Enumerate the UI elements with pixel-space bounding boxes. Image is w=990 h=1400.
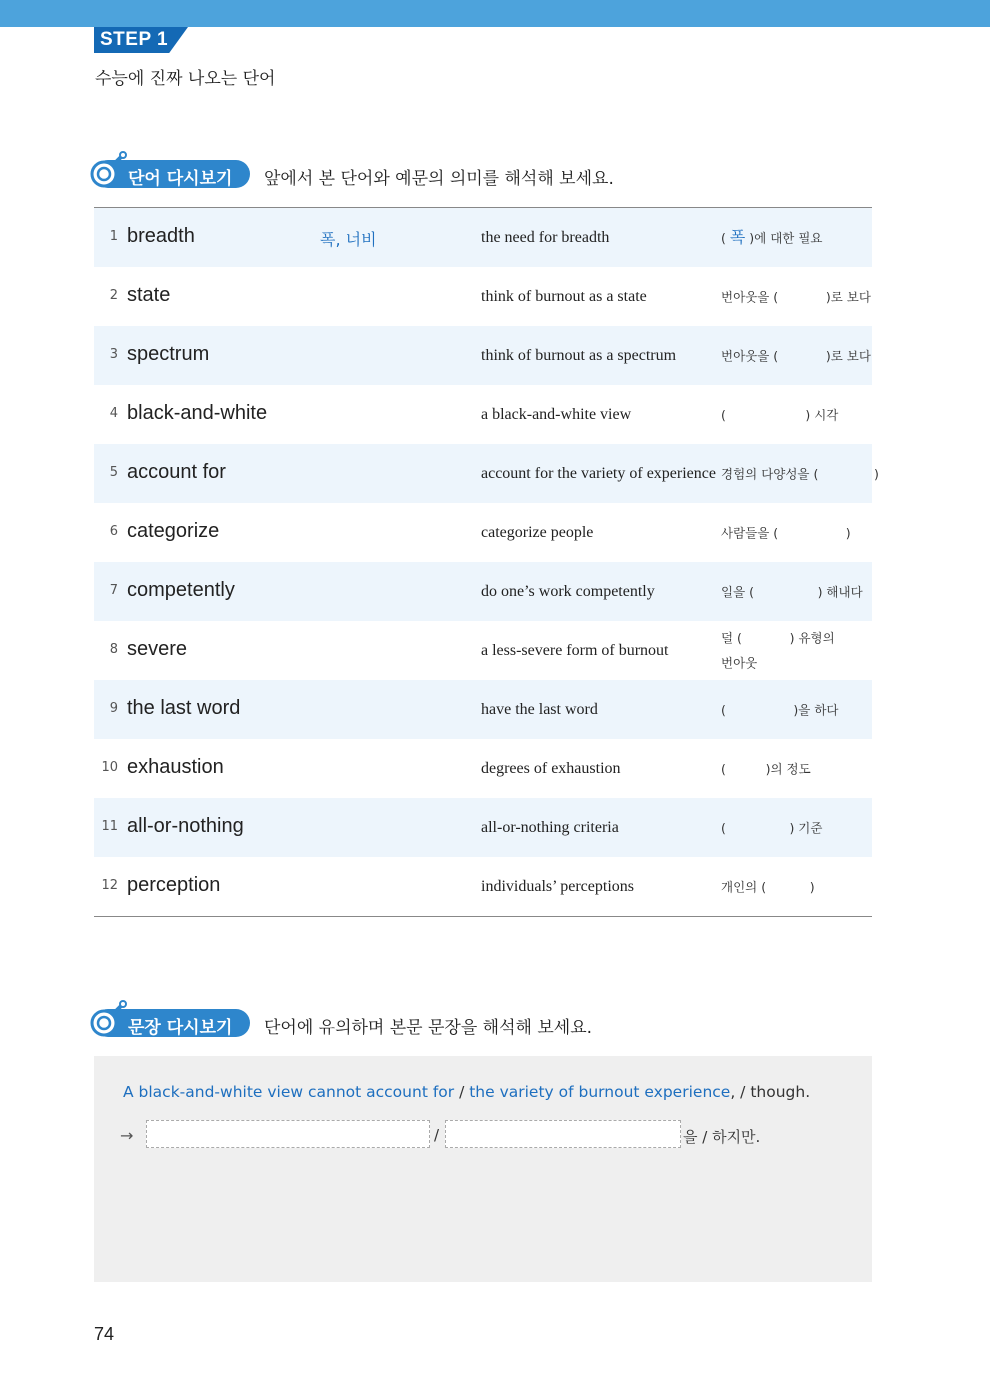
vocab-row <box>94 680 872 739</box>
magnifier-icon <box>90 999 130 1039</box>
vocab-row <box>94 798 872 857</box>
step-subtitle: 수능에 진짜 나오는 단어 <box>95 69 276 89</box>
vocab-number: 9 <box>109 701 118 716</box>
vocab-translation-blank <box>721 461 879 486</box>
translation-before: ( <box>721 230 730 245</box>
vocab-row <box>94 739 872 798</box>
top-color-bar <box>0 0 990 27</box>
vocab-table <box>94 207 879 917</box>
vocab-row <box>94 621 872 680</box>
vocab-example-phrase: categorize people <box>481 523 594 541</box>
vocab-word: categorize <box>127 520 220 542</box>
sentence-tail: , / though. <box>730 1083 811 1101</box>
vocab-translation-blank <box>721 579 873 604</box>
translation-before: 경험의 다양성을 ( ) <box>721 466 879 481</box>
vocab-word: severe <box>127 638 188 660</box>
vocab-example-phrase: individuals’ perceptions <box>481 877 634 895</box>
vocab-translation-blank <box>721 626 873 675</box>
vocab-number: 6 <box>109 524 118 539</box>
answer-blank-2[interactable] <box>445 1120 681 1148</box>
page-number: 74 <box>94 1324 115 1344</box>
translation-before: ( ) 시각 <box>721 407 839 422</box>
translation-before: ( ) 기준 <box>721 820 823 835</box>
vocab-example-phrase: account for the variety of experience <box>481 464 716 482</box>
vocab-translation-blank <box>721 874 873 899</box>
vocab-example-phrase: a less-severe form of burnout <box>481 641 669 659</box>
answer-slash: / <box>434 1126 440 1144</box>
vocab-number: 4 <box>109 406 118 421</box>
vocab-example-phrase: the need for breadth <box>481 228 610 246</box>
vocab-example-phrase: think of burnout as a spectrum <box>481 346 677 364</box>
vocab-number: 11 <box>101 819 118 834</box>
vocab-word: exhaustion <box>127 756 224 778</box>
vocab-word: account for <box>127 461 226 483</box>
vocab-number: 2 <box>109 288 118 303</box>
translation-before: ( )의 정도 <box>721 761 811 776</box>
vocab-row <box>94 444 879 503</box>
answer-tail: 을 / 하지만. <box>683 1128 761 1146</box>
vocab-translation-blank <box>721 225 873 250</box>
sentence-box <box>94 1056 872 1282</box>
translation-answer: 폭 <box>729 227 746 246</box>
vocab-example-phrase: all-or-nothing criteria <box>481 818 619 836</box>
vocab-example-phrase: do one’s work competently <box>481 582 655 600</box>
translation-before: 덜 ( ) 유형의 번아웃 <box>721 630 835 670</box>
vocab-number: 5 <box>109 465 118 480</box>
step-label: STEP 1 <box>100 29 169 50</box>
vocab-translation-blank <box>721 815 873 840</box>
section-title-pill-words <box>94 160 250 188</box>
translation-after: )에 대한 필요 <box>745 230 823 245</box>
section-instruction: 단어에 유의하며 본문 문장을 해석해 보세요. <box>264 1018 593 1038</box>
section-instruction: 앞에서 본 단어와 예문의 의미를 해석해 보세요. <box>264 169 614 189</box>
translation-before: 번아웃을 ( )로 보다 <box>721 348 871 363</box>
vocab-number: 10 <box>101 760 118 775</box>
arrow-icon: → <box>120 1126 134 1145</box>
sentence-chunk-2: the variety of burnout experience <box>469 1083 731 1101</box>
vocab-translation-blank <box>721 284 873 309</box>
vocab-meaning: 폭, 너비 <box>320 230 377 249</box>
vocab-translation-blank <box>721 697 873 722</box>
vocab-row <box>94 503 872 562</box>
section-title-pill-sentences <box>94 1009 250 1037</box>
vocab-translation-blank <box>721 756 873 781</box>
sentence-chunk-1: A black-and-white view cannot account for <box>123 1083 455 1101</box>
section-title: 단어 다시보기 <box>128 169 233 189</box>
vocab-translation-blank <box>721 520 873 545</box>
vocab-word: competently <box>127 579 235 601</box>
vocab-row <box>94 385 872 444</box>
sentence-slash: / <box>454 1083 470 1101</box>
vocab-word: spectrum <box>127 343 210 365</box>
vocab-word: black-and-white <box>127 402 268 424</box>
section-title: 문장 다시보기 <box>128 1018 233 1038</box>
translation-before: 사람들을 ( ) <box>721 525 851 540</box>
vocab-example-phrase: have the last word <box>481 700 598 718</box>
vocab-word: the last word <box>127 697 241 719</box>
vocab-word: state <box>127 284 171 306</box>
vocab-row <box>94 562 872 621</box>
vocab-translation-blank <box>721 402 873 427</box>
vocab-number: 8 <box>109 642 118 657</box>
vocab-example-phrase: think of burnout as a state <box>481 287 647 305</box>
vocab-number: 7 <box>109 583 118 598</box>
vocab-word: breadth <box>127 225 195 247</box>
vocab-example-phrase: degrees of exhaustion <box>481 759 621 777</box>
vocab-word: perception <box>127 874 221 896</box>
vocab-row <box>94 326 872 385</box>
vocab-number: 1 <box>109 229 118 244</box>
vocab-number: 12 <box>101 878 118 893</box>
translation-before: 일을 ( ) 해내다 <box>721 584 863 599</box>
answer-blank-1[interactable] <box>146 1120 430 1148</box>
english-sentence <box>123 1083 810 1101</box>
vocab-row <box>94 857 872 916</box>
vocab-translation-blank <box>721 343 873 368</box>
vocab-number: 3 <box>109 347 118 362</box>
vocab-row <box>94 267 872 326</box>
translation-before: ( )을 하다 <box>721 702 839 717</box>
vocab-example-phrase: a black-and-white view <box>481 405 632 423</box>
vocab-word: all-or-nothing <box>127 815 244 837</box>
translation-before: 번아웃을 ( )로 보다 <box>721 289 871 304</box>
magnifier-icon <box>90 150 130 190</box>
vocab-row <box>94 208 872 267</box>
translation-before: 개인의 ( ) <box>721 879 815 894</box>
